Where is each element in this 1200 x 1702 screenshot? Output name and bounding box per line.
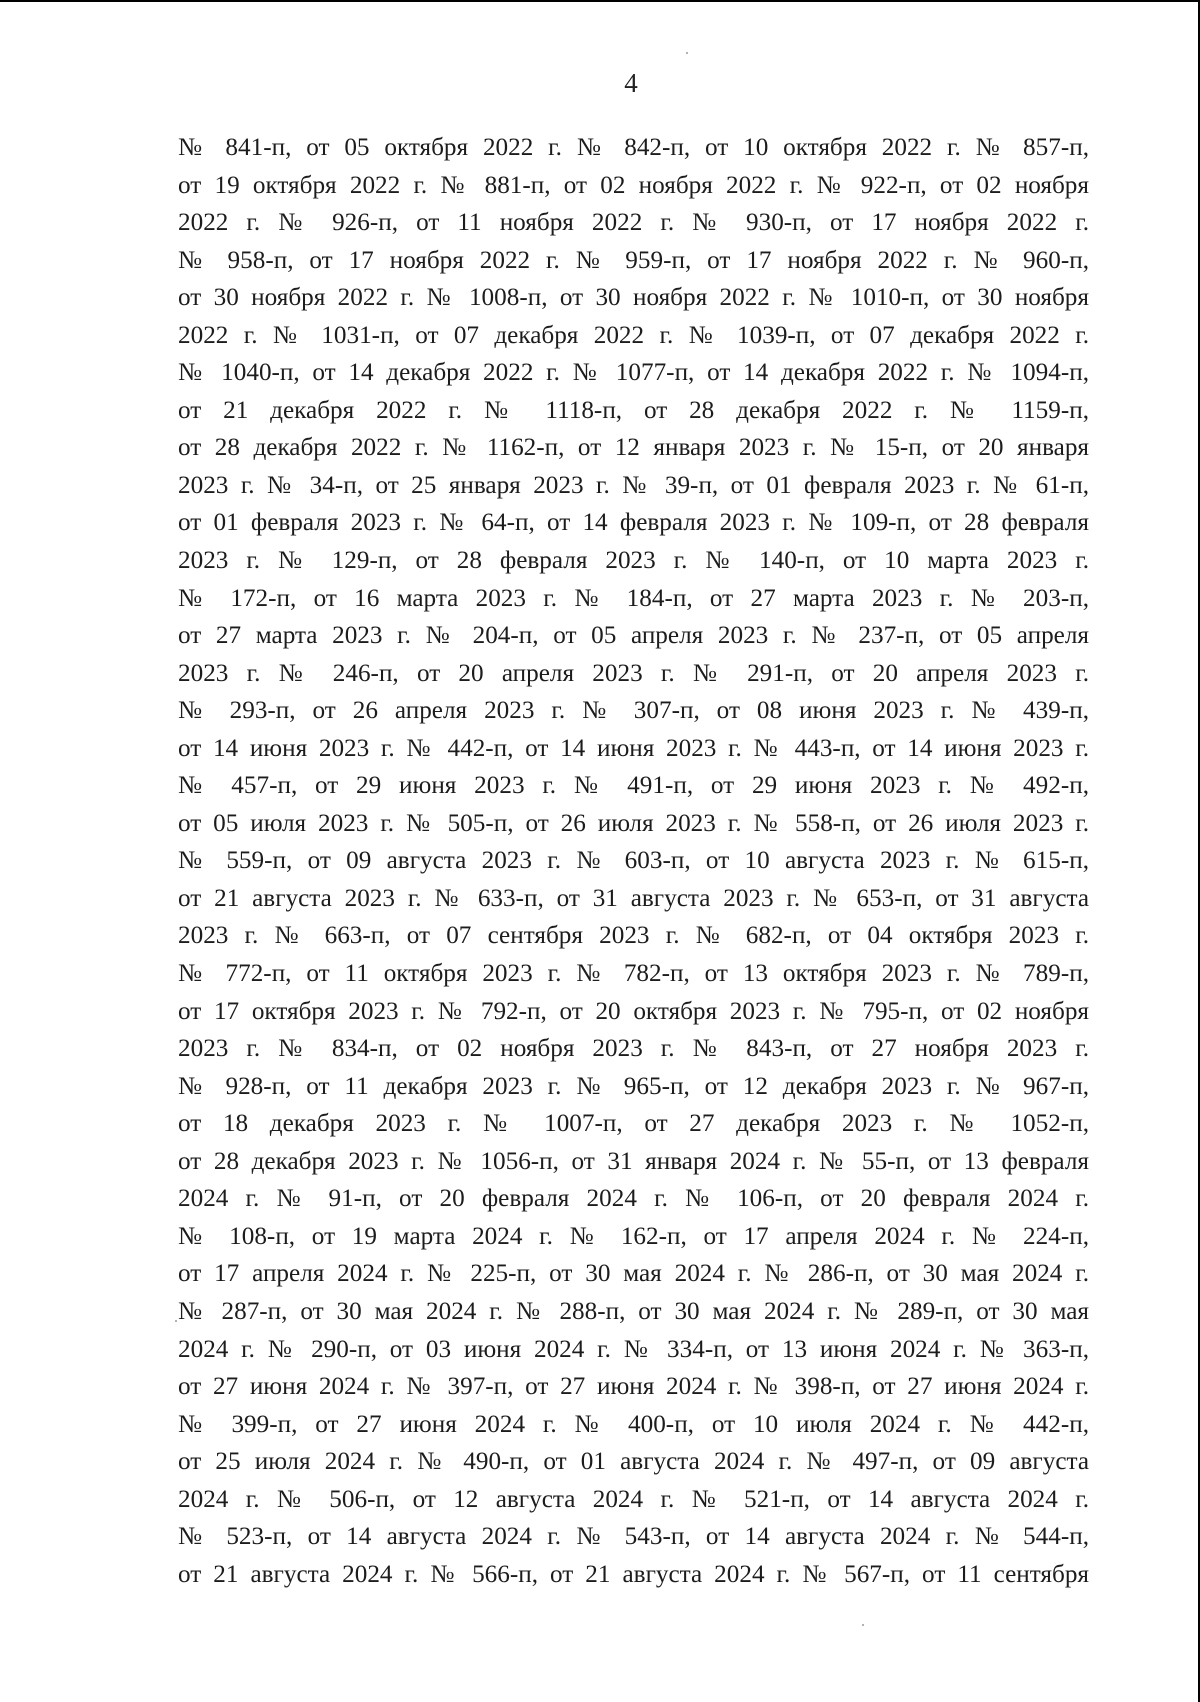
text-line: 2023 г. № 34-п, от 25 января 2023 г. № 39-п, от 01 февраля 2023 г. № 61-п, bbox=[178, 471, 1089, 499]
text-line: № 559-п, от 09 августа 2023 г. № 603-п, от 10 августа 2023 г. № 615-п, bbox=[178, 847, 1089, 875]
text-line: 2024 г. № 91-п, от 20 февраля 2024 г. № 106-п, от 20 февраля 2024 г. bbox=[178, 1185, 1089, 1213]
text-line: № 399-п, от 27 июня 2024 г. № 400-п, от 10 июля 2024 г. № 442-п, bbox=[178, 1410, 1089, 1438]
scan-speck bbox=[862, 1624, 864, 1626]
text-line: от 25 июля 2024 г. № 490-п, от 01 августа 2024 г. № 497-п, от 09 августа bbox=[178, 1448, 1089, 1476]
text-line: от 19 октября 2022 г. № 881-п, от 02 ноября 2022 г. № 922-п, от 02 ноября bbox=[178, 171, 1089, 199]
text-line: № 293-п, от 26 апреля 2023 г. № 307-п, от 08 июня 2023 г. № 439-п, bbox=[178, 697, 1089, 725]
text-line: № 772-п, от 11 октября 2023 г. № 782-п, от 13 октября 2023 г. № 789-п, bbox=[178, 960, 1089, 988]
text-line: № 523-п, от 14 августа 2024 г. № 543-п, от 14 августа 2024 г. № 544-п, bbox=[178, 1523, 1089, 1551]
scan-speck bbox=[175, 1320, 177, 1322]
text-line: от 05 июля 2023 г. № 505-п, от 26 июля 2023 г. № 558-п, от 26 июля 2023 г. bbox=[178, 809, 1089, 837]
text-line: 2023 г. № 129-п, от 28 февраля 2023 г. № 140-п, от 10 марта 2023 г. bbox=[178, 547, 1089, 575]
text-line: от 30 ноября 2022 г. № 1008-п, от 30 ноября 2022 г. № 1010-п, от 30 ноября bbox=[178, 284, 1089, 312]
text-line: от 27 марта 2023 г. № 204-п, от 05 апреля 2023 г. № 237-п, от 05 апреля bbox=[178, 622, 1089, 650]
text-line: 2022 г. № 1031-п, от 07 декабря 2022 г. № 1039-п, от 07 декабря 2022 г. bbox=[178, 321, 1089, 349]
text-line: № 172-п, от 16 марта 2023 г. № 184-п, от 27 марта 2023 г. № 203-п, bbox=[178, 584, 1089, 612]
text-line: № 108-п, от 19 марта 2024 г. № 162-п, от 17 апреля 2024 г. № 224-п, bbox=[178, 1222, 1089, 1250]
text-line: 2023 г. № 834-п, от 02 ноября 2023 г. № 843-п, от 27 ноября 2023 г. bbox=[178, 1035, 1089, 1063]
text-line: от 21 августа 2024 г. № 566-п, от 21 августа 2024 г. № 567-п, от 11 сентября bbox=[178, 1560, 1089, 1588]
text-line: от 28 декабря 2022 г. № 1162-п, от 12 января 2023 г. № 15-п, от 20 января bbox=[178, 434, 1089, 462]
text-line: № 928-п, от 11 декабря 2023 г. № 965-п, от 12 декабря 2023 г. № 967-п, bbox=[178, 1072, 1089, 1100]
text-line: 2023 г. № 663-п, от 07 сентября 2023 г. № 682-п, от 04 октября 2023 г. bbox=[178, 922, 1089, 950]
text-line: № 457-п, от 29 июня 2023 г. № 491-п, от 29 июня 2023 г. № 492-п, bbox=[178, 772, 1089, 800]
text-line: от 21 августа 2023 г. № 633-п, от 31 августа 2023 г. № 653-п, от 31 августа bbox=[178, 884, 1089, 912]
text-line: 2023 г. № 246-п, от 20 апреля 2023 г. № 291-п, от 20 апреля 2023 г. bbox=[178, 659, 1089, 687]
text-line: от 18 декабря 2023 г. № 1007-п, от 27 декабря 2023 г. № 1052-п, bbox=[178, 1110, 1089, 1138]
text-line: от 27 июня 2024 г. № 397-п, от 27 июня 2024 г. № 398-п, от 27 июня 2024 г. bbox=[178, 1373, 1089, 1401]
document-body bbox=[178, 129, 1089, 1593]
text-line: от 21 декабря 2022 г. № 1118-п, от 28 декабря 2022 г. № 1159-п, bbox=[178, 396, 1089, 424]
text-line: от 17 апреля 2024 г. № 225-п, от 30 мая 2024 г. № 286-п, от 30 мая 2024 г. bbox=[178, 1260, 1089, 1288]
scan-speck bbox=[686, 52, 688, 54]
page-number: 4 bbox=[624, 68, 638, 98]
text-line: № 841-п, от 05 октября 2022 г. № 842-п, от 10 октября 2022 г. № 857-п, bbox=[178, 134, 1089, 161]
text-line: 2024 г. № 506-п, от 12 августа 2024 г. № 521-п, от 14 августа 2024 г. bbox=[178, 1485, 1089, 1513]
text-line: 2022 г. № 926-п, от 11 ноября 2022 г. № 930-п, от 17 ноября 2022 г. bbox=[178, 209, 1089, 237]
text-line: № 958-п, от 17 ноября 2022 г. № 959-п, от 17 ноября 2022 г. № 960-п, bbox=[178, 246, 1089, 274]
text-line: от 17 октября 2023 г. № 792-п, от 20 октября 2023 г. № 795-п, от 02 ноября bbox=[178, 997, 1089, 1025]
text-line: № 1040-п, от 14 декабря 2022 г. № 1077-п, от 14 декабря 2022 г. № 1094-п, bbox=[178, 359, 1089, 387]
text-line: от 28 декабря 2023 г. № 1056-п, от 31 января 2024 г. № 55-п, от 13 февраля bbox=[178, 1147, 1089, 1175]
text-line: № 287-п, от 30 мая 2024 г. № 288-п, от 30 мая 2024 г. № 289-п, от 30 мая bbox=[178, 1297, 1089, 1325]
text-line: 2024 г. № 290-п, от 03 июня 2024 г. № 334-п, от 13 июня 2024 г. № 363-п, bbox=[178, 1335, 1089, 1363]
text-line: от 01 февраля 2023 г. № 64-п, от 14 февраля 2023 г. № 109-п, от 28 февраля bbox=[178, 509, 1089, 537]
text-line: от 14 июня 2023 г. № 442-п, от 14 июня 2023 г. № 443-п, от 14 июня 2023 г. bbox=[178, 734, 1089, 762]
